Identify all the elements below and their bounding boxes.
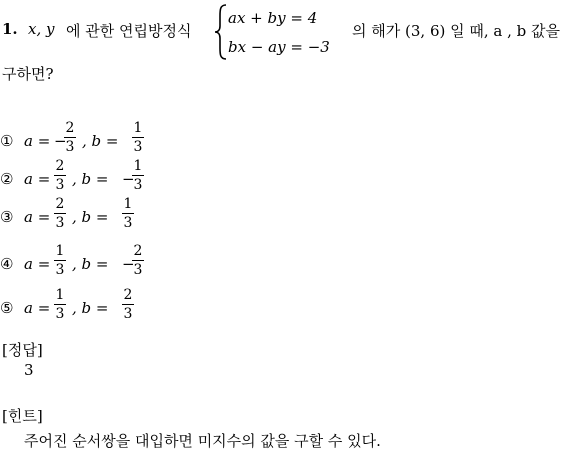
b-sign: − (122, 255, 135, 273)
hint-text: 주어진 순서쌍을 대입하면 미지수의 값을 구할 수 있다. (24, 432, 381, 450)
choice-marker: ④ (0, 255, 14, 273)
choice-marker: ② (0, 170, 14, 188)
b-equals-label: , b = (72, 255, 109, 273)
a-equals-label: a = (24, 170, 51, 188)
b-fraction: 2 3 (133, 243, 143, 278)
a-fraction: 1 3 (55, 243, 65, 278)
b-equals-label: , b = (72, 170, 109, 188)
a-equals-label: a = (24, 299, 51, 317)
question-text-c: 구하면? (2, 65, 54, 83)
question-text-b: 의 해가 (3, 6) 일 때, a , b 값을 (352, 22, 560, 40)
system-brace (214, 4, 228, 60)
question-text-a: 에 관한 연립방정식 (66, 22, 192, 40)
a-sign: − (54, 132, 67, 150)
equation-1: ax + by = 4 (228, 9, 318, 27)
choice-marker: ⑤ (0, 299, 14, 317)
a-fraction: 1 3 (55, 287, 65, 322)
b-fraction: 1 3 (123, 196, 133, 231)
equation-2: bx − ay = −3 (228, 38, 330, 56)
question-number: 1. (2, 20, 18, 38)
a-fraction: 2 3 (55, 158, 65, 193)
b-fraction: 1 3 (133, 120, 143, 155)
a-fraction: 2 3 (65, 120, 75, 155)
choice-marker: ③ (0, 208, 14, 226)
choice-item[interactable] (0, 287, 200, 325)
choice-item[interactable] (0, 158, 200, 196)
a-fraction: 2 3 (55, 196, 65, 231)
b-equals-label: , b = (72, 208, 109, 226)
choice-marker: ① (0, 132, 14, 150)
b-fraction: 1 3 (133, 158, 143, 193)
hint-heading: [힌트] (2, 407, 43, 425)
b-fraction: 2 3 (123, 287, 133, 322)
answer-heading: [정답] (2, 341, 43, 359)
a-equals-label: a = (24, 255, 51, 273)
b-sign: − (122, 170, 135, 188)
question-variables: x, y (28, 20, 55, 38)
b-equals-label: , b = (72, 299, 109, 317)
a-equals-label: a = (24, 208, 51, 226)
a-equals-label: a = (24, 132, 51, 150)
choice-item[interactable] (0, 120, 200, 158)
answer-value: 3 (24, 361, 34, 379)
choice-item[interactable] (0, 196, 200, 234)
b-equals-label: , b = (82, 132, 119, 150)
choice-item[interactable] (0, 243, 200, 281)
